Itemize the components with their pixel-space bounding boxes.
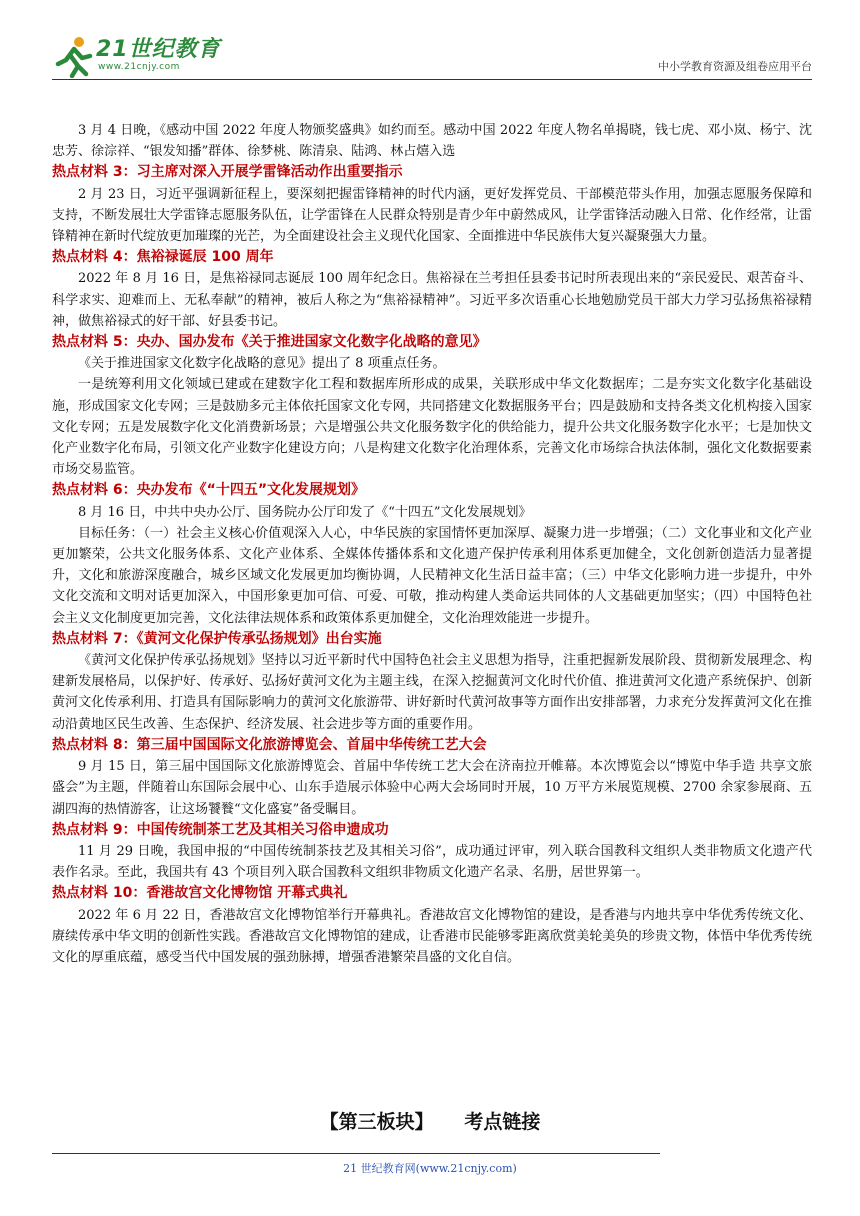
logo-text: 21世纪教育 [96, 37, 221, 62]
runner-logo-icon [52, 34, 96, 78]
block-title-text: 考点链接 [464, 1111, 541, 1133]
section-paragraph: 3 月 4 日晚，《感动中国 2022 年度人物颁奖盛典》如约而至。感动中国 2022 年度人物名单揭晓，钱七虎、邓小岚、杨宁、沈忠芳、徐淙祥、“银发知播”群体、徐梦桃、陈清泉、陆鸿、林占熺入选 [52, 123, 812, 160]
page-header [52, 30, 812, 80]
section-heading: 热点材料 5：央办、国办发布《关于推进国家文化数字化战略的意见》 [52, 334, 487, 351]
header-tagline: 中小学教育资源及组卷应用平台 [658, 60, 812, 73]
section-paragraph: 一是统筹利用文化领域已建或在建数字化工程和数据库所形成的成果，关联形成中华文化数据库；二是夯实文化数字化基础设施，形成国家文化专网；三是鼓励多元主体依托国家文化专网，共同搭建文化数据服务平台；四是鼓励和支持各类文化机构接入国家文化专网；五是发展数字化文化消费新场景；六是增强公共文化服务数字化的供给能力，提升公共文化服务数字化水平；七是加快文化产业数字化布局，引领文化产业数字化建设方向；八是构建文化数字化治理体系，完善文化市场综合执法体制，强化文化数据要素市场交易监管。 [52, 377, 812, 478]
section-paragraph: 2 月 23 日，习近平强调新征程上，要深刻把握雷锋精神的时代内涵，更好发挥党员、干部模范带头作用，加强志愿服务保障和支持，不断发展壮大学雷锋志愿服务队伍，让学雷锋在人民群众特别是青少年中蔚然成风，让学雷锋活动融入日常、化作经常，让雷锋精神在新时代绽放更加璀璨的光芒，为全面建设社会主义现代化国家、全面推进中华民族伟大复兴凝聚强大力量。 [52, 186, 812, 245]
section-paragraph: 目标任务：（一）社会主义核心价值观深入人心，中华民族的家国情怀更加深厚、凝聚力进一步增强；（二）文化事业和文化产业更加繁荣，公共文化服务体系、文化产业体系、全媒体传播体系和文化遗产保护传承利用体系更加健全，文化创新创造活力显著提升，文化和旅游深度融合，城乡区域文化发展更加均衡协调，人民精神文化生活日益丰富；（三）中华文化影响力进一步提升，中外文化交流和文明对话更加深入，中国形象更加可信、可爱、可敬，推动构建人类命运共同体的人文基础更加坚实；（四）中国特色社会主义文化制度更加完善，文化法律法规体系和政策体系更加健全，文化治理效能进一步提升。 [52, 525, 812, 626]
footer-text: 21 世纪教育网(www.21cnjy.com) [343, 1162, 517, 1175]
section-paragraph: 《黄河文化保护传承弘扬规划》坚持以习近平新时代中国特色社会主义思想为指导，注重把握新发展阶段、贯彻新发展理念、构建新发展格局，以保护好、传承好、弘扬好黄河文化为主题主线，在深入挖掘黄河文化时代价值、推进黄河文化遗产系统保护、创新黄河文化传承利用、打造具有国际影响力的黄河文化旅游带、讲好新时代黄河故事等方面作出安排部署，力求充分发挥黄河文化在推动沿黄地区民生改善、生态保护、经济发展、社会进步等方面的重要作用。 [52, 653, 812, 732]
section-paragraph: 《关于推进国家文化数字化战略的意见》提出了 8 项重点任务。 [78, 356, 446, 372]
section-paragraph: 8 月 16 日，中共中央办公厅、国务院办公厅印发了《“十四五”文化发展规划》 [78, 504, 532, 520]
section-heading: 热点材料 7：《黄河文化保护传承弘扬规划》出台实施 [52, 630, 382, 647]
header-divider [52, 79, 812, 80]
logo-url: www.21cnjy.com [98, 62, 180, 72]
block-title [0, 1107, 860, 1134]
section-paragraph: 2022 年 8 月 16 日，是焦裕禄同志诞辰 100 周年纪念日。焦裕禄在兰考担任县委书记时所表现出来的“亲民爱民、艰苦奋斗、科学求实、迎难而上、无私奉献”的精神，被后人称之为“焦裕禄精神”。习近平多次语重心长地勉励党员干部大力学习弘扬焦裕禄精神，做焦裕禄式的好干部、好县委书记。 [52, 271, 812, 329]
section-heading: 热点材料 6：央办发布《“十四五”文化发展规划》 [52, 482, 366, 499]
section-paragraph: 2022 年 6 月 22 日，香港故宫文化博物馆举行开幕典礼。香港故宫文化博物馆的建设，是香港与内地共享中华优秀传统文化、赓续传承中华文明的创新性实践。香港故宫文化博物馆的建成，让香港市民能够零距离欣赏美轮美奂的珍贵文物，体悟中华优秀传统文化的厚重底蕴，感受当代中国发展的强劲脉搏，增强香港繁荣昌盛的文化自信。 [52, 907, 812, 965]
section-paragraph: 11 月 29 日晚，我国申报的“中国传统制茶技艺及其相关习俗”，成功通过评审，列入联合国教科文组织人类非物质文化遗产代表作名录。至此，我国共有 43 个项目列入联合国教科文组织非物质文化遗产名录、名册，居世界第一。 [52, 843, 812, 881]
section-heading: 热点材料 10：香港故宫文化博物馆 开幕式典礼 [52, 885, 348, 902]
section-heading: 热点材料 8：第三届中国国际文化旅游博览会、首届中华传统工艺大会 [52, 736, 487, 753]
block-title-label: 【第三板块】 [319, 1111, 434, 1133]
section-heading: 热点材料 9：中国传统制茶工艺及其相关习俗申遗成功 [52, 821, 389, 838]
logo [52, 34, 272, 78]
section-heading: 热点材料 3：习主席对深入开展学雷锋活动作出重要指示 [52, 164, 403, 181]
document-body [52, 120, 812, 968]
section-paragraph: 9 月 15 日，第三届中国国际文化旅游博览会、首届中华传统工艺大会在济南拉开帷幕。本次博览会以“博览中华手造 共享文旅盛会”为主题，伴随着山东国际会展中心、山东手造展示体验中心两大会场同时开展，10 万平方米展览规模、2700 余家参展商、五湖四海的热情游客，让这场饕餮“文化盛宴”备受瞩目。 [52, 759, 812, 817]
footer-divider [52, 1153, 660, 1154]
section-heading: 热点材料 4：焦裕禄诞辰 100 周年 [52, 249, 274, 266]
